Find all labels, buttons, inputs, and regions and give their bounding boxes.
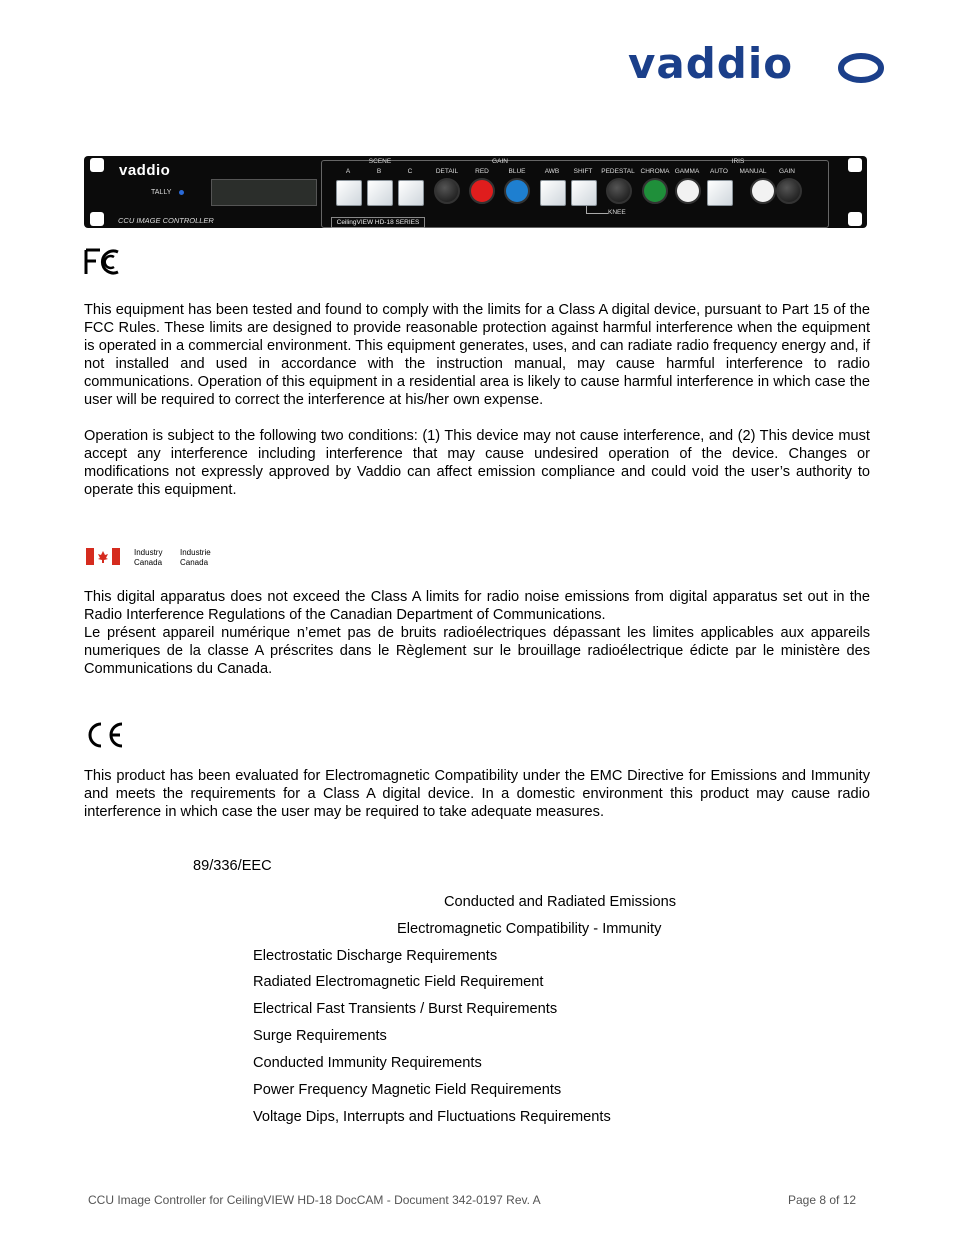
requirement-item: Electrical Fast Transients / Burst Requirements [253, 1001, 558, 1017]
rack-hole [90, 212, 104, 226]
industry-canada-paragraph-en: This digital apparatus does not exceed the Class A limits for radio noise emissions from digital apparatus set out in the Radio Interference Regulations of the Canadian Department of Communications. [84, 589, 870, 623]
button-label: GAIN [779, 168, 795, 175]
requirement-item: Voltage Dips, Interrupts and Fluctuations Requirements [253, 1109, 611, 1125]
manual-knob [750, 178, 776, 204]
scene-a-button [336, 180, 362, 206]
ic-label: Canada [134, 557, 163, 567]
scene-group-label: SCENE [368, 158, 392, 165]
ce-mark-logo [84, 721, 126, 749]
button-label: A [345, 168, 351, 175]
ccu-label: CCU IMAGE CONTROLLER [118, 216, 214, 225]
requirement-item: Power Frequency Magnetic Field Requirements [253, 1082, 562, 1098]
fcc-paragraph-1: This equipment has been tested and found to comply with the limits for a Class A digital device, pursuant to Part 15 of the FCC Rules. These limits are designed to provide reasonable protection against harmful interference when the equipment is operated in a commercial environment. This equipment generates, uses, and can radiate radio frequency energy and, if not installed and used in accordance with the instruction manual, may cause harmful interference to radio communications. Operation of this equipment in a residential area is likely to cause harmful interference in which case the user will be required to correct the interference at his/her own expense. [84, 302, 870, 408]
ic-label: Canada [180, 557, 209, 567]
shift-button [571, 180, 597, 206]
lcd-display [211, 179, 317, 206]
requirement-item: Electrostatic Discharge Requirements [253, 948, 498, 964]
iris-group-label: IRIS [731, 158, 745, 165]
tally-label: TALLY [151, 189, 172, 196]
button-label: SHIFT [573, 168, 593, 175]
requirement-item: Surge Requirements [253, 1028, 387, 1044]
requirement-item: Radiated Electromagnetic Field Requirement [253, 974, 544, 990]
gamma-knob [675, 178, 701, 204]
button-label: BLUE [508, 168, 526, 175]
gain-group-label: GAIN [492, 158, 508, 165]
chroma-knob [642, 178, 668, 204]
button-label: DETAIL [435, 168, 459, 175]
canada-flag-icon [86, 548, 120, 565]
rack-hole [848, 212, 862, 226]
fcc-paragraph-2: Operation is subject to the following two conditions: (1) This device may not cause interference, and (2) This device must accept any interference including interference that may cause undesired operation of the device. Changes or modifications not expressly approved by Vaddio can affect emission compliance and could void the user’s authority to operate this equipment. [84, 428, 870, 498]
knee-label: KNEE [608, 209, 626, 216]
scene-b-button [367, 180, 393, 206]
standard-emissions: Conducted and Radiated Emissions [444, 894, 677, 910]
standard-immunity: Electromagnetic Compatibility - Immunity [397, 921, 662, 937]
ic-label: Industry [134, 548, 163, 557]
pedestal-knob [606, 178, 632, 204]
button-label: AWB [544, 168, 560, 175]
emc-directive: 89/336/EEC [193, 858, 272, 874]
ic-label: Industrie [180, 548, 211, 557]
industry-canada-paragraph-fr: Le présent appareil numérique n’emet pas de bruits radioélectriques dépassant les limites applicables aux appareils numeriques de la classe A préscrites dans le Règlement sur le brouillage radioélectrique édicte par le ministère des Communications du Canada. [84, 625, 870, 677]
rack-hole [90, 158, 104, 172]
panel-logo: vaddio [119, 162, 171, 179]
button-label: AUTO [710, 168, 728, 175]
knee-bracket [586, 213, 608, 214]
industry-canada-en [134, 548, 162, 567]
scene-c-button [398, 180, 424, 206]
tally-led [179, 190, 184, 195]
button-label: B [376, 168, 382, 175]
vaddio-logo [628, 40, 884, 86]
rack-hole [848, 158, 862, 172]
red-knob [469, 178, 495, 204]
button-label: GAMMA [674, 168, 700, 175]
button-label: PEDESTAL [601, 168, 635, 175]
gain-knob [776, 178, 802, 204]
series-label: CeilingVIEW HD-18 SERIES [331, 217, 425, 228]
fcc-logo [84, 248, 124, 276]
detail-knob [434, 178, 460, 204]
button-label: MANUAL [739, 168, 767, 175]
button-label: RED [475, 168, 489, 175]
iris-auto-button [707, 180, 733, 206]
ce-paragraph: This product has been evaluated for Electromagnetic Compatibility under the EMC Directive for Emissions and Immunity and meets the requirements for a Class A digital device. In a domestic environment this product may cause radio interference in which case the user may be required to take adequate measures. [84, 768, 870, 820]
button-label: C [407, 168, 413, 175]
awb-button [540, 180, 566, 206]
requirement-item: Conducted Immunity Requirements [253, 1055, 482, 1071]
footer-page-number: Page 8 of 12 [788, 1193, 857, 1207]
footer-document: CCU Image Controller for CeilingVIEW HD-18 DocCAM - Document 342-0197 Rev. A [88, 1193, 541, 1207]
vaddio-logo-text: vaddio [628, 40, 794, 86]
blue-knob [504, 178, 530, 204]
button-label: CHROMA [640, 168, 670, 175]
industry-canada-fr [180, 548, 211, 567]
